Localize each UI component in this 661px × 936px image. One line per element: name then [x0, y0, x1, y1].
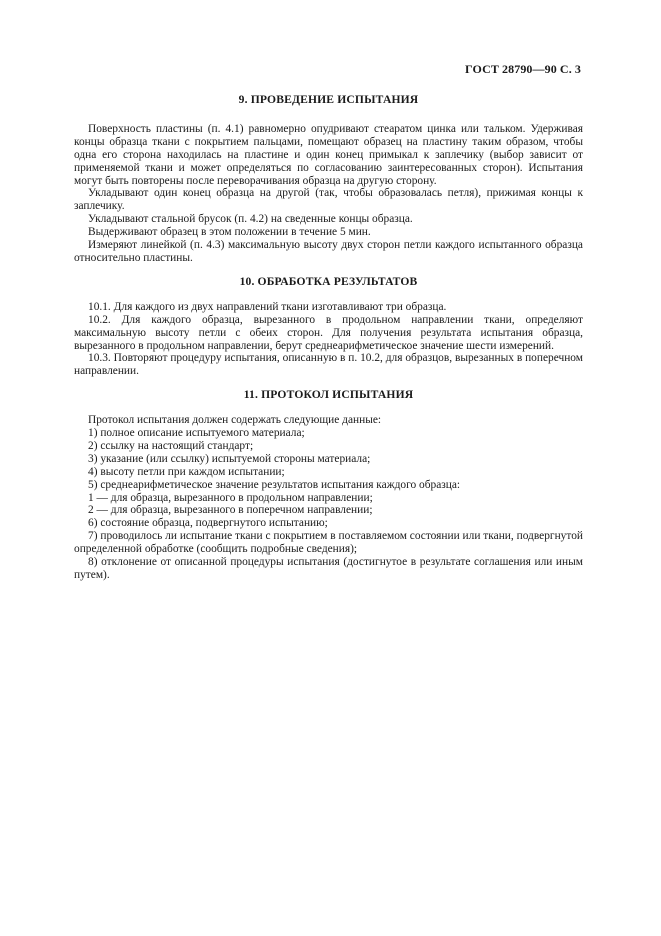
list-item: 2) ссылку на настоящий стандарт;: [88, 439, 254, 452]
paragraph: Выдерживают образец в этом положении в течение 5 мин.: [88, 226, 371, 239]
paragraph: 10.1. Для каждого из двух направлений ткани изготавливают три образца.: [88, 300, 447, 313]
list-item: 4) высоту петли при каждом испытании;: [88, 465, 285, 478]
sub-list-item: 1 — для образца, вырезанного в продольном направлении;: [88, 491, 373, 504]
paragraph: 10.3. Повторяют процедуру испытания, описанную в п. 10.2, для образцов, вырезанных в поперечном направлении.: [74, 352, 583, 378]
list-item: 8) отклонение от описанной процедуры испытания (достигнутое в результате соглашения или иным путем).: [74, 556, 583, 581]
list-item: 7) проводилось ли испытание ткани с покрытием в поставляемом состоянии или ткани, подвергнутой определенной обработке (сообщить подробные сведения);: [74, 530, 583, 556]
section-10-heading: 10. ОБРАБОТКА РЕЗУЛЬТАТОВ: [239, 274, 418, 288]
paragraph: Укладывают один конец образца на другой (так, чтобы образовалась петля), прижимая концы к заплечику.: [74, 187, 583, 213]
paragraph: Протокол испытания должен содержать следующие данные:: [88, 414, 382, 427]
section-10-body: [74, 301, 583, 378]
section-9-body: [74, 123, 583, 265]
list-item: 3) указание (или ссылку) испытуемой стороны материала;: [88, 452, 371, 465]
paragraph: Укладывают стальной брусок (п. 4.2) на сведенные концы образца.: [88, 213, 413, 226]
list-item: 1) полное описание испытуемого материала;: [88, 427, 305, 440]
paragraph: Измеряют линейкой (п. 4.3) максимальную высоту двух сторон петли каждого испытанного образца относительно пластины.: [74, 239, 583, 264]
section-11-body: [74, 414, 583, 582]
paragraph: Поверхность пластины (п. 4.1) равномерно опудривают стеаратом цинка или тальком. Удерживая концы образца ткани с покрытием пальцами, помещают образец на пластину таким образом, чтобы одна его сторона находилась на пластине и один конец примыкал к заплечику (выбор зависит от применяемой ткани и может определяться по согласованию заинтересованных сторон). Испытания могут быть повторены после переворачивания образца на другую сторону.: [74, 122, 583, 187]
section-11-heading: 11. ПРОТОКОЛ ИСПЫТАНИЯ: [243, 388, 414, 402]
sub-list-item: 2 — для образца, вырезанного в поперечном направлении;: [88, 504, 373, 517]
list-item: 5) среднеарифметическое значение результатов испытания каждого образца:: [88, 478, 461, 491]
list-item: 6) состояние образца, подвергнутого испытанию;: [88, 517, 328, 530]
page-header: ГОСТ 28790—90 С. 3: [465, 62, 581, 76]
document-body: [74, 94, 583, 582]
paragraph: 10.2. Для каждого образца, вырезанного в продольном направлении ткани, определяют максимальную высоту петли с обеих сторон. Для получения результата испытания образца, вырезанного в продольном направлении, берут среднеарифметическое значение шести измерений.: [74, 313, 583, 352]
section-9-heading: 9. ПРОВЕДЕНИЕ ИСПЫТАНИЯ: [238, 93, 419, 106]
